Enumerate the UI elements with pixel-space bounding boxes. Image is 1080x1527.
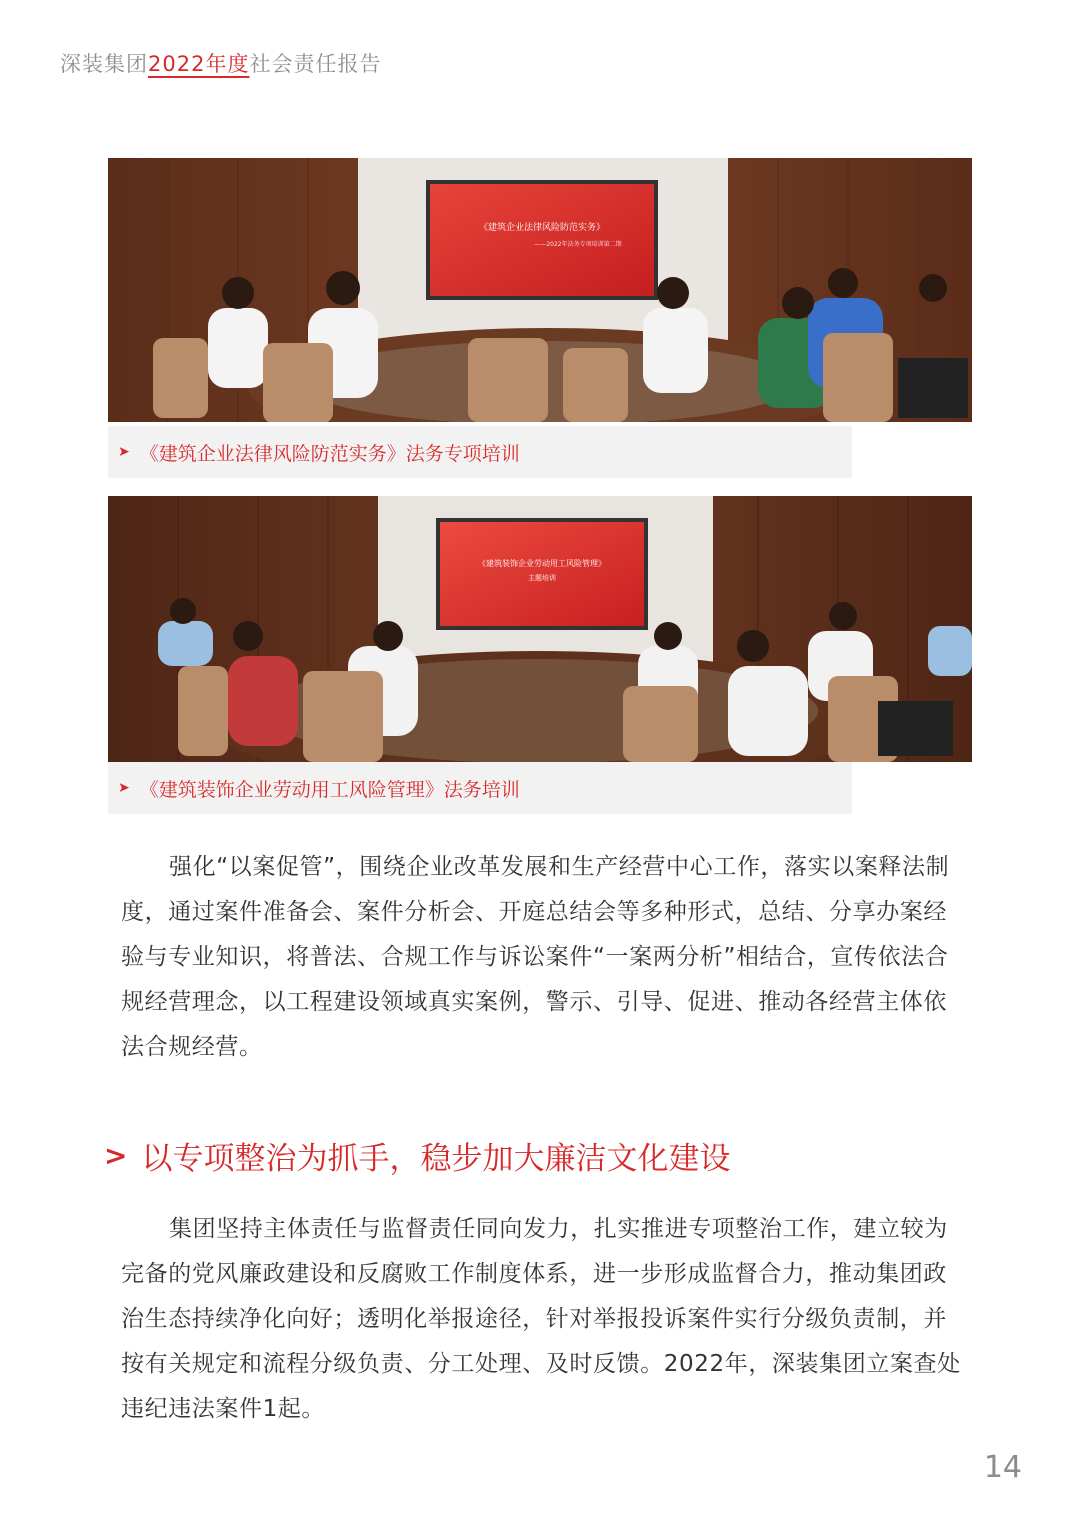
- header-prefix: 深装集团: [60, 52, 148, 76]
- caption-text-2: 《建筑装饰企业劳动用工风险管理》法务培训: [139, 778, 520, 801]
- header-year: 2022年度: [148, 52, 250, 76]
- body-paragraph-1: 强化“以案促管”，围绕企业改革发展和生产经营中心工作，落实以案释法制度，通过案件准备会、案件分析会、开庭总结会等多种形式，总结、分享办案经验与专业知识，将普法、合规工作与诉讼案件“一案两分析”相结合，宣传依法合规经营理念，以工程建设领域真实案例，警示、引导、促进、推动各经营主体依法合规经营。: [121, 854, 950, 1060]
- report-header: [60, 48, 381, 78]
- chevron-right-icon: >: [104, 1139, 128, 1172]
- header-suffix: 社会责任报告: [249, 52, 382, 76]
- screen-title-2: 《建筑装饰企业劳动用工风险管理》: [478, 559, 606, 568]
- section-heading: [104, 1133, 730, 1178]
- section-title: 以专项整治为抓手，稳步加大廉洁文化建设: [141, 1141, 731, 1177]
- caption-arrow-icon: ➤: [118, 780, 130, 796]
- training-photo-1: [108, 158, 972, 422]
- caption-arrow-icon: ➤: [118, 444, 130, 460]
- body-paragraph-2: 集团坚持主体责任与监督责任同向发力，扎实推进专项整治工作，建立较为完备的党风廉政建设和反腐败工作制度体系，进一步形成监督合力，推动集团政治生态持续净化向好；透明化举报途径，针对举报投诉案件实行分级负责制，并按有关规定和流程分级负责、分工处理、及时反馈。2022年，深装集团立案查处违纪违法案件1起。: [121, 1216, 961, 1422]
- caption-text-1: 《建筑企业法律风险防范实务》法务专项培训: [139, 442, 520, 465]
- training-photo-2: [108, 496, 972, 762]
- page-number: 14: [983, 1450, 1022, 1485]
- screen-subtitle-2: 主题培训: [528, 574, 556, 582]
- photo-caption-1: [108, 426, 852, 478]
- screen-subtitle-1: ——2022年法务专项培训第二期: [534, 241, 622, 248]
- photo-caption-2: [108, 762, 852, 814]
- screen-title-1: 《建筑企业法律风险防范实务》: [478, 223, 606, 233]
